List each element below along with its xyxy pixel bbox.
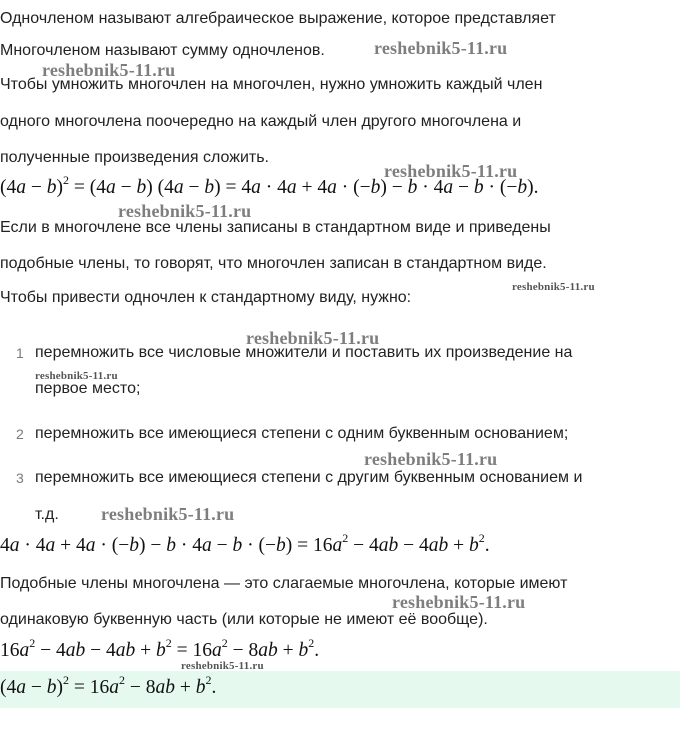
- paragraph-multiply-line-3: полученные произведения сложить.: [0, 149, 269, 166]
- equation-expand-square: $(4a - b)^2 = (4a - b)$ (4a − b) = 4a · 4a + 4a · (−b) − b · 4a − b · (−b).: [0, 173, 539, 198]
- list-item-3-line-1: перемножить все имеющиеся степени с другим буквенным основанием и: [35, 469, 583, 486]
- paragraph-like-terms-line-1: Подобные члены многочлена — это слагаемые многочлена, которые имеют: [0, 575, 568, 592]
- paragraph-like-terms-line-2: одинаковую буквенную часть (или которые не имеют её вообще).: [0, 611, 488, 628]
- list-item-number: 2: [16, 426, 24, 442]
- watermark: reshebnik5-11.ru: [384, 161, 518, 181]
- equation-product-result: $4a \cdot 4a + 4a \cdot (-b) - b \cdot 4a - b \cdot (-b) = 16a^2 - 4ab - 4ab + b^2$.: [0, 531, 490, 556]
- watermark: reshebnik5-11.ru: [181, 660, 264, 672]
- paragraph-multiply-line-2: одного многочлена поочередно на каждый член другого многочлена и: [0, 113, 522, 130]
- watermark: reshebnik5-11.ru: [42, 60, 176, 80]
- equation-final-answer: $(4a - b)^2 = 16a^2 - 8ab + b^2$.: [0, 673, 217, 698]
- equation-combine-like-terms: $16a^2 - 4ab - 4ab + b^2 = 16a^2 - 8ab + b^2$.: [0, 636, 320, 661]
- watermark: reshebnik5-11.ru: [374, 38, 508, 58]
- watermark: reshebnik5-11.ru: [512, 281, 595, 293]
- paragraph-multiply-line-1: Чтобы умножить многочлен на многочлен, нужно умножить каждый член: [0, 76, 543, 93]
- paragraph-steps-intro: Чтобы привести одночлен к стандартному виду, нужно:: [0, 289, 412, 306]
- paragraph-polynomial-definition: Многочленом называют сумму одночленов.: [0, 42, 325, 59]
- paragraph-standard-form-line-1: Если в многочлене все члены записаны в стандартном виде и приведены: [0, 219, 551, 236]
- list-item-1-line-2: первое место;: [35, 380, 141, 397]
- watermark: reshebnik5-11.ru: [364, 449, 498, 469]
- list-item-number: 3: [16, 470, 24, 486]
- list-item-3-line-2: т.д.: [35, 506, 59, 523]
- list-item-2-line-1: перемножить все имеющиеся степени с одним буквенным основанием;: [35, 425, 569, 442]
- watermark: reshebnik5-11.ru: [35, 370, 118, 382]
- watermark: reshebnik5-11.ru: [246, 328, 380, 348]
- paragraph-standard-form-line-2: подобные члены, то говорят, что многочлен записан в стандартном виде.: [0, 255, 547, 272]
- paragraph-monomial-definition: Одночленом называют алгебраическое выражение, которое представляет: [0, 10, 556, 27]
- watermark: reshebnik5-11.ru: [118, 201, 252, 221]
- list-item-1-line-1: перемножить все числовые множители и поставить их произведение на: [35, 344, 573, 361]
- watermark: reshebnik5-11.ru: [392, 592, 526, 612]
- watermark: reshebnik5-11.ru: [101, 504, 235, 524]
- list-item-number: 1: [16, 345, 24, 361]
